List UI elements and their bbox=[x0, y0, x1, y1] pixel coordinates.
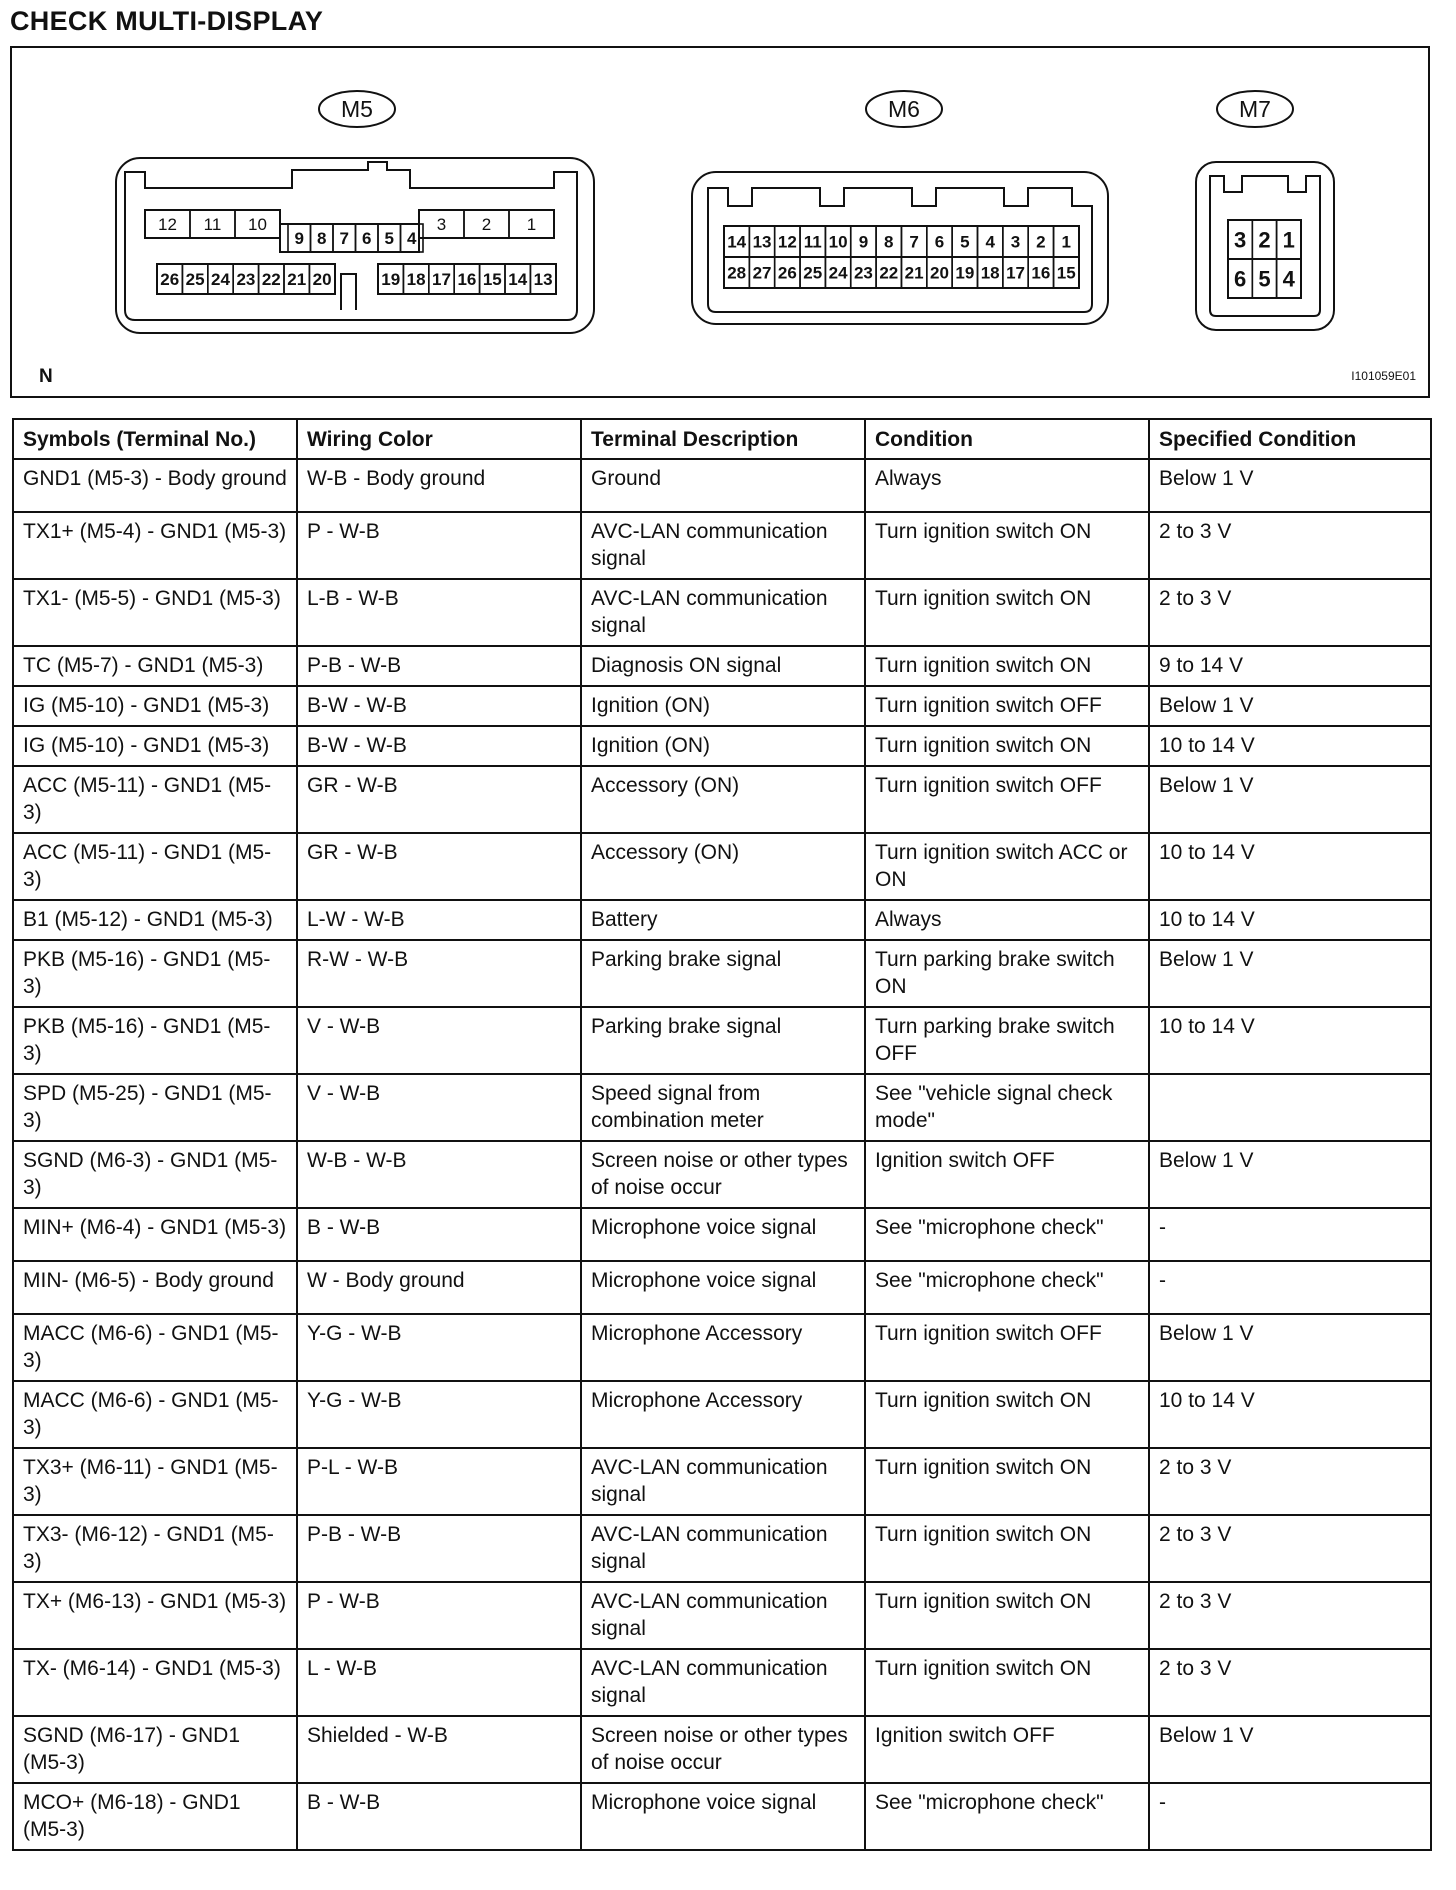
pin-number: 5 bbox=[1258, 266, 1271, 292]
cell-specified-condition: Below 1 V bbox=[1149, 459, 1431, 512]
table-row bbox=[13, 512, 1431, 579]
cell-symbols: MACC (M6-6) - GND1 (M5-3) bbox=[13, 1381, 297, 1448]
pin-number: 8 bbox=[317, 229, 327, 249]
cell-specified-condition: 10 to 14 V bbox=[1149, 900, 1431, 940]
cell-wiring-color: V - W-B bbox=[297, 1007, 581, 1074]
pin-number: 26 bbox=[160, 270, 180, 290]
pin-number: 19 bbox=[381, 270, 401, 290]
cell-condition: Turn ignition switch OFF bbox=[865, 1314, 1149, 1381]
cell-specified-condition: Below 1 V bbox=[1149, 766, 1431, 833]
pin-number: 12 bbox=[777, 232, 797, 252]
pin-number: 17 bbox=[1006, 263, 1025, 283]
pin-number: 2 bbox=[481, 215, 492, 235]
pin-number: 6 bbox=[1234, 266, 1247, 292]
pin-number: 3 bbox=[1010, 232, 1021, 252]
connector-m5 bbox=[116, 91, 594, 333]
table-row bbox=[13, 1314, 1431, 1381]
pin-number: 28 bbox=[727, 263, 747, 283]
cell-condition: Always bbox=[865, 900, 1149, 940]
pin-number: 1 bbox=[1061, 232, 1071, 252]
pin-number: 10 bbox=[828, 232, 848, 252]
cell-terminal-description: Ignition (ON) bbox=[581, 686, 865, 726]
table-row bbox=[13, 646, 1431, 686]
pin-number: 10 bbox=[248, 215, 267, 235]
cell-terminal-description: Parking brake signal bbox=[581, 1007, 865, 1074]
table-row bbox=[13, 833, 1431, 900]
pin-number: 15 bbox=[1056, 263, 1076, 283]
cell-terminal-description: AVC-LAN communication signal bbox=[581, 1515, 865, 1582]
header-symbols: Symbols (Terminal No.) bbox=[13, 419, 297, 459]
connector-m5-inner-outline bbox=[125, 162, 577, 320]
cell-symbols: TX1+ (M5-4) - GND1 (M5-3) bbox=[13, 512, 297, 579]
connector-m5-key bbox=[341, 274, 356, 310]
cell-terminal-description: Microphone voice signal bbox=[581, 1783, 865, 1850]
cell-wiring-color: Shielded - W-B bbox=[297, 1716, 581, 1783]
table-row bbox=[13, 1074, 1431, 1141]
cell-specified-condition: - bbox=[1149, 1783, 1431, 1850]
cell-symbols: MACC (M6-6) - GND1 (M5-3) bbox=[13, 1314, 297, 1381]
cell-wiring-color: P - W-B bbox=[297, 1582, 581, 1649]
cell-condition: Turn ignition switch ON bbox=[865, 1515, 1149, 1582]
pin-number: 24 bbox=[211, 270, 230, 290]
header-terminal-description: Terminal Description bbox=[581, 419, 865, 459]
cell-specified-condition: Below 1 V bbox=[1149, 1314, 1431, 1381]
cell-wiring-color: B - W-B bbox=[297, 1208, 581, 1261]
pin-number: 6 bbox=[362, 229, 372, 249]
pin-number: 9 bbox=[294, 229, 304, 249]
cell-symbols: ACC (M5-11) - GND1 (M5-3) bbox=[13, 766, 297, 833]
cell-specified-condition: Below 1 V bbox=[1149, 1141, 1431, 1208]
table-row bbox=[13, 1582, 1431, 1649]
pin-number: 25 bbox=[185, 270, 205, 290]
cell-condition: Turn ignition switch ON bbox=[865, 1649, 1149, 1716]
cell-specified-condition: 2 to 3 V bbox=[1149, 512, 1431, 579]
table-row bbox=[13, 1448, 1431, 1515]
cell-condition: Turn parking brake switch ON bbox=[865, 940, 1149, 1007]
cell-specified-condition: 2 to 3 V bbox=[1149, 1649, 1431, 1716]
pin-number: 8 bbox=[884, 232, 894, 252]
pin-number: 23 bbox=[853, 263, 873, 283]
table-body bbox=[13, 459, 1431, 1850]
cell-specified-condition: - bbox=[1149, 1261, 1431, 1314]
cell-condition: Turn ignition switch ON bbox=[865, 1448, 1149, 1515]
table-row bbox=[13, 1141, 1431, 1208]
connector-diagram-svg bbox=[12, 48, 1428, 396]
terminal-table bbox=[12, 418, 1432, 1851]
cell-symbols: TX+ (M6-13) - GND1 (M5-3) bbox=[13, 1582, 297, 1649]
connector-m6-label: M6 bbox=[888, 96, 920, 122]
table-row bbox=[13, 579, 1431, 646]
cell-terminal-description: Screen noise or other types of noise occur bbox=[581, 1716, 865, 1783]
pin-number: 18 bbox=[406, 270, 426, 290]
pin-number: 27 bbox=[752, 263, 772, 283]
cell-terminal-description: AVC-LAN communication signal bbox=[581, 1448, 865, 1515]
table-row bbox=[13, 686, 1431, 726]
page-title: CHECK MULTI-DISPLAY bbox=[10, 6, 324, 36]
cell-specified-condition bbox=[1149, 1074, 1431, 1141]
pin-number: 4 bbox=[985, 232, 995, 252]
cell-symbols: TX1- (M5-5) - GND1 (M5-3) bbox=[13, 579, 297, 646]
cell-terminal-description: AVC-LAN communication signal bbox=[581, 579, 865, 646]
table-header-row bbox=[13, 419, 1431, 459]
table-row bbox=[13, 1007, 1431, 1074]
pin-number: 13 bbox=[533, 270, 553, 290]
pin-number: 18 bbox=[980, 263, 1000, 283]
cell-wiring-color: Y-G - W-B bbox=[297, 1381, 581, 1448]
pin-number: 16 bbox=[1031, 263, 1051, 283]
connector-m6 bbox=[692, 91, 1108, 324]
cell-symbols: TX- (M6-14) - GND1 (M5-3) bbox=[13, 1649, 297, 1716]
table-row bbox=[13, 940, 1431, 1007]
cell-wiring-color: B-W - W-B bbox=[297, 686, 581, 726]
pin-number: 20 bbox=[930, 263, 949, 283]
pin-number: 22 bbox=[879, 263, 899, 283]
pin-number: 17 bbox=[432, 270, 451, 290]
pin-number: 19 bbox=[955, 263, 975, 283]
cell-terminal-description: AVC-LAN communication signal bbox=[581, 1649, 865, 1716]
table-row bbox=[13, 766, 1431, 833]
cell-condition: See "microphone check" bbox=[865, 1261, 1149, 1314]
cell-condition: Ignition switch OFF bbox=[865, 1716, 1149, 1783]
header-condition: Condition bbox=[865, 419, 1149, 459]
cell-symbols: B1 (M5-12) - GND1 (M5-3) bbox=[13, 900, 297, 940]
cell-wiring-color: P-L - W-B bbox=[297, 1448, 581, 1515]
cell-terminal-description: Ignition (ON) bbox=[581, 726, 865, 766]
pin-number: 26 bbox=[777, 263, 797, 283]
cell-wiring-color: V - W-B bbox=[297, 1074, 581, 1141]
pin-number: 15 bbox=[482, 270, 502, 290]
pin-number: 20 bbox=[312, 270, 332, 290]
cell-condition: Turn ignition switch ACC or ON bbox=[865, 833, 1149, 900]
table-row bbox=[13, 1261, 1431, 1314]
cell-wiring-color: P-B - W-B bbox=[297, 646, 581, 686]
pin-number: 3 bbox=[436, 215, 447, 235]
pin-number: 21 bbox=[287, 270, 307, 290]
cell-wiring-color: W-B - W-B bbox=[297, 1141, 581, 1208]
cell-wiring-color: B-W - W-B bbox=[297, 726, 581, 766]
cell-symbols: TX3+ (M6-11) - GND1 (M5-3) bbox=[13, 1448, 297, 1515]
header-wiring-color: Wiring Color bbox=[297, 419, 581, 459]
cell-condition: Turn ignition switch ON bbox=[865, 1381, 1149, 1448]
table-row bbox=[13, 1716, 1431, 1783]
cell-terminal-description: AVC-LAN communication signal bbox=[581, 512, 865, 579]
connector-diagram bbox=[10, 46, 1430, 398]
cell-condition: Turn ignition switch ON bbox=[865, 512, 1149, 579]
cell-wiring-color: L-B - W-B bbox=[297, 579, 581, 646]
cell-specified-condition: Below 1 V bbox=[1149, 940, 1431, 1007]
cell-specified-condition: 9 to 14 V bbox=[1149, 646, 1431, 686]
cell-symbols: SPD (M5-25) - GND1 (M5-3) bbox=[13, 1074, 297, 1141]
pin-number: 7 bbox=[339, 229, 349, 249]
cell-symbols: IG (M5-10) - GND1 (M5-3) bbox=[13, 726, 297, 766]
cell-terminal-description: Microphone Accessory bbox=[581, 1381, 865, 1448]
pin-number: 1 bbox=[1282, 227, 1295, 253]
pin-number: 25 bbox=[803, 263, 823, 283]
cell-specified-condition: - bbox=[1149, 1208, 1431, 1261]
cell-terminal-description: Microphone Accessory bbox=[581, 1314, 865, 1381]
cell-specified-condition: 10 to 14 V bbox=[1149, 726, 1431, 766]
table-row bbox=[13, 1515, 1431, 1582]
table-row bbox=[13, 1649, 1431, 1716]
pin-number: 14 bbox=[727, 232, 747, 252]
connector-m6-pins bbox=[724, 226, 1079, 288]
cell-symbols: PKB (M5-16) - GND1 (M5-3) bbox=[13, 1007, 297, 1074]
cell-symbols: ACC (M5-11) - GND1 (M5-3) bbox=[13, 833, 297, 900]
cell-terminal-description: Ground bbox=[581, 459, 865, 512]
cell-terminal-description: Battery bbox=[581, 900, 865, 940]
pin-number: 11 bbox=[803, 232, 822, 252]
pin-number: 5 bbox=[960, 232, 970, 252]
cell-condition: See "microphone check" bbox=[865, 1208, 1149, 1261]
cell-condition: Turn ignition switch ON bbox=[865, 726, 1149, 766]
cell-condition: Turn ignition switch ON bbox=[865, 1582, 1149, 1649]
pin-number: 24 bbox=[828, 263, 848, 283]
cell-specified-condition: 2 to 3 V bbox=[1149, 579, 1431, 646]
connector-m7 bbox=[1196, 91, 1334, 330]
pin-number: 4 bbox=[1282, 266, 1295, 292]
cell-symbols: TC (M5-7) - GND1 (M5-3) bbox=[13, 646, 297, 686]
pin-number: 4 bbox=[407, 229, 417, 249]
cell-condition: Turn ignition switch OFF bbox=[865, 766, 1149, 833]
header-specified-condition: Specified Condition bbox=[1149, 419, 1431, 459]
cell-wiring-color: L - W-B bbox=[297, 1649, 581, 1716]
pin-number: 21 bbox=[904, 263, 924, 283]
pin-number: 1 bbox=[526, 215, 537, 235]
cell-terminal-description: Microphone voice signal bbox=[581, 1208, 865, 1261]
cell-symbols: TX3- (M6-12) - GND1 (M5-3) bbox=[13, 1515, 297, 1582]
cell-condition: Turn ignition switch OFF bbox=[865, 686, 1149, 726]
cell-wiring-color: Y-G - W-B bbox=[297, 1314, 581, 1381]
cell-symbols: PKB (M5-16) - GND1 (M5-3) bbox=[13, 940, 297, 1007]
cell-specified-condition: Below 1 V bbox=[1149, 686, 1431, 726]
table-row bbox=[13, 726, 1431, 766]
pin-number: 5 bbox=[384, 229, 394, 249]
pin-number: 11 bbox=[203, 215, 222, 235]
pin-number: 2 bbox=[1258, 227, 1271, 253]
cell-terminal-description: Speed signal from combination meter bbox=[581, 1074, 865, 1141]
cell-condition: Always bbox=[865, 459, 1149, 512]
cell-condition: See "microphone check" bbox=[865, 1783, 1149, 1850]
connector-m5-pins bbox=[145, 210, 556, 294]
pin-number: 22 bbox=[261, 270, 281, 290]
table-row bbox=[13, 1208, 1431, 1261]
table-row bbox=[13, 1381, 1431, 1448]
cell-terminal-description: Microphone voice signal bbox=[581, 1261, 865, 1314]
cell-condition: Turn ignition switch ON bbox=[865, 646, 1149, 686]
cell-specified-condition: 10 to 14 V bbox=[1149, 1381, 1431, 1448]
cell-wiring-color: B - W-B bbox=[297, 1783, 581, 1850]
cell-terminal-description: AVC-LAN communication signal bbox=[581, 1582, 865, 1649]
pin-number: 6 bbox=[934, 232, 945, 252]
pin-number: 3 bbox=[1234, 227, 1247, 253]
cell-terminal-description: Parking brake signal bbox=[581, 940, 865, 1007]
cell-symbols: GND1 (M5-3) - Body ground bbox=[13, 459, 297, 512]
figure-id: I101059E01 bbox=[1351, 369, 1416, 383]
pin-number: 7 bbox=[909, 232, 919, 252]
pin-number: 2 bbox=[1036, 232, 1046, 252]
cell-wiring-color: P-B - W-B bbox=[297, 1515, 581, 1582]
connector-m7-pins bbox=[1228, 220, 1301, 298]
cell-symbols: SGND (M6-3) - GND1 (M5-3) bbox=[13, 1141, 297, 1208]
cell-condition: Turn ignition switch ON bbox=[865, 579, 1149, 646]
table-row bbox=[13, 459, 1431, 512]
cell-specified-condition: Below 1 V bbox=[1149, 1716, 1431, 1783]
cell-wiring-color: L-W - W-B bbox=[297, 900, 581, 940]
cell-wiring-color: P - W-B bbox=[297, 512, 581, 579]
cell-terminal-description: Diagnosis ON signal bbox=[581, 646, 865, 686]
view-label: N bbox=[39, 366, 53, 387]
cell-symbols: MIN+ (M6-4) - GND1 (M5-3) bbox=[13, 1208, 297, 1261]
cell-wiring-color: W-B - Body ground bbox=[297, 459, 581, 512]
connector-m7-label: M7 bbox=[1239, 96, 1271, 122]
pin-number: 9 bbox=[858, 232, 869, 252]
cell-wiring-color: GR - W-B bbox=[297, 833, 581, 900]
cell-wiring-color: GR - W-B bbox=[297, 766, 581, 833]
pin-number: 16 bbox=[457, 270, 477, 290]
pin-number: 12 bbox=[158, 215, 177, 235]
cell-wiring-color: R-W - W-B bbox=[297, 940, 581, 1007]
connector-m5-label: M5 bbox=[341, 96, 373, 122]
cell-terminal-description: Accessory (ON) bbox=[581, 833, 865, 900]
cell-symbols: IG (M5-10) - GND1 (M5-3) bbox=[13, 686, 297, 726]
cell-terminal-description: Screen noise or other types of noise occur bbox=[581, 1141, 865, 1208]
table-row bbox=[13, 1783, 1431, 1850]
pin-number: 14 bbox=[508, 270, 528, 290]
cell-wiring-color: W - Body ground bbox=[297, 1261, 581, 1314]
cell-condition: Turn parking brake switch OFF bbox=[865, 1007, 1149, 1074]
cell-symbols: MCO+ (M6-18) - GND1 (M5-3) bbox=[13, 1783, 297, 1850]
pin-number: 13 bbox=[752, 232, 772, 252]
cell-condition: See "vehicle signal check mode" bbox=[865, 1074, 1149, 1141]
cell-specified-condition: 2 to 3 V bbox=[1149, 1515, 1431, 1582]
cell-symbols: SGND (M6-17) - GND1 (M5-3) bbox=[13, 1716, 297, 1783]
cell-symbols: MIN- (M6-5) - Body ground bbox=[13, 1261, 297, 1314]
cell-specified-condition: 10 to 14 V bbox=[1149, 833, 1431, 900]
cell-specified-condition: 2 to 3 V bbox=[1149, 1582, 1431, 1649]
pin-number: 23 bbox=[236, 270, 256, 290]
cell-condition: Ignition switch OFF bbox=[865, 1141, 1149, 1208]
cell-terminal-description: Accessory (ON) bbox=[581, 766, 865, 833]
cell-specified-condition: 10 to 14 V bbox=[1149, 1007, 1431, 1074]
cell-specified-condition: 2 to 3 V bbox=[1149, 1448, 1431, 1515]
table-row bbox=[13, 900, 1431, 940]
terminal-table-container bbox=[12, 418, 1430, 1851]
